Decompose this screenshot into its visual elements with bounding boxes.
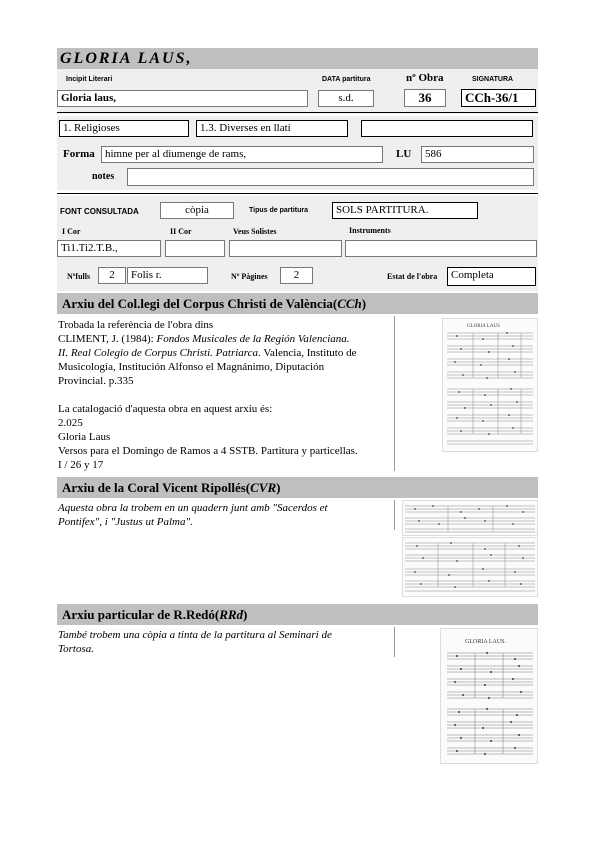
section-body-rrd — [58, 628, 393, 656]
tipus-partitura-label: Tipus de partitura — [249, 207, 308, 214]
text-line: Musicología, Institución Alfonso el Magnánimo, Diputación — [58, 361, 325, 373]
nobra-label: nº Obra — [406, 72, 444, 84]
text-line: Provincial. p.335 — [58, 375, 134, 387]
incipit-label: Incipit Literari — [66, 76, 113, 83]
score-staves-image — [443, 319, 537, 451]
veus-solistes-label: Veus Solistes — [233, 227, 277, 236]
i-cor-label: I Cor — [62, 227, 81, 236]
section-heading-rrd — [57, 604, 538, 625]
section-heading-close: ) — [276, 480, 281, 495]
text-line: Versos para el Domingo de Ramos a 4 SSTB. Partitura y particellas. — [58, 445, 358, 457]
instruments-label: Instruments — [349, 226, 391, 235]
score-staves-image — [441, 629, 537, 763]
text-line: Aquesta obra la trobem en un quadern junt amb "Sacerdos et — [58, 502, 328, 514]
notes-field[interactable] — [127, 168, 534, 186]
folis-field[interactable]: Folis r. — [127, 267, 208, 284]
score-staves-image — [403, 501, 537, 535]
work-title: GLORIA LAUS, — [60, 50, 193, 67]
category-1-field[interactable]: 1. Religioses — [59, 120, 189, 137]
lu-field[interactable]: 586 — [421, 146, 534, 163]
forma-label: Forma — [63, 148, 95, 160]
section-heading-close: ) — [243, 607, 248, 622]
section-heading-text: Arxiu de la Coral Vicent Ripollés( — [62, 480, 251, 495]
incipit-field[interactable]: Gloria laus, — [57, 90, 308, 107]
thumb-title: GLORIA LAUS — [467, 324, 500, 329]
score-thumbnail-cch — [442, 318, 538, 452]
section-heading-code: CVR — [250, 480, 277, 495]
section-body-cvr — [58, 501, 393, 529]
instruments-field[interactable] — [345, 240, 537, 257]
text-line: Gloria Laus — [58, 431, 111, 443]
category-3-field[interactable] — [361, 120, 533, 137]
text-line: Trobada la referència de l'obra dins — [58, 319, 214, 331]
text-span: CLIMENT, J. (1984): — [58, 333, 157, 345]
text-line: La catalogació d'aquesta obra en aquest arxiu és: — [58, 403, 273, 415]
section-heading-text: Arxiu particular de R.Redó( — [62, 607, 220, 622]
data-partitura-label: DATA partitura — [322, 76, 371, 83]
category-2-field[interactable]: 1.3. Diverses en llatí — [196, 120, 348, 137]
score-thumbnail-cvr-1 — [402, 500, 538, 536]
notes-label: notes — [92, 171, 115, 182]
ii-cor-label: II Cor — [170, 227, 192, 236]
score-thumbnail-cvr-2 — [402, 537, 538, 597]
section-heading-code: RRd — [219, 607, 244, 622]
text-line: Pontifex", i "Justus ut Palma". — [58, 516, 193, 528]
column-divider — [394, 500, 395, 530]
nfulls-field[interactable]: 2 — [98, 267, 126, 284]
data-partitura-field[interactable]: s.d. — [318, 90, 374, 107]
score-staves-image — [403, 538, 537, 596]
signatura-field[interactable]: CCh-36/1 — [461, 89, 536, 107]
section-heading-cch — [57, 293, 538, 314]
section-body-cch — [58, 318, 393, 472]
divider — [57, 112, 538, 113]
nobra-field[interactable]: 36 — [404, 89, 446, 107]
forma-field[interactable]: himne per al diumenge de rams, — [101, 146, 383, 163]
text-span: . Valencia, Instituto de — [258, 347, 357, 359]
font-consultada-label: FONT CONSULTADA — [60, 207, 139, 216]
ii-cor-field[interactable] — [165, 240, 225, 257]
veus-solistes-field[interactable] — [229, 240, 342, 257]
text-line — [58, 332, 393, 346]
estat-label: Estat de l'obra — [387, 272, 438, 281]
thumb-title: GLORIA LAUS. — [465, 639, 507, 645]
lu-label: LU — [396, 148, 412, 160]
text-span: Fondos Musicales de la Región Valenciana. — [156, 333, 350, 345]
score-thumbnail-rrd — [440, 628, 538, 764]
npagines-field[interactable]: 2 — [280, 267, 313, 284]
section-heading-cvr — [57, 477, 538, 498]
text-line: I / 26 y 17 — [58, 459, 104, 471]
section-heading-close: ) — [361, 296, 367, 311]
text-line — [58, 346, 393, 360]
estat-field[interactable]: Completa — [447, 267, 536, 286]
i-cor-field[interactable]: Ti1.Ti2.T.B., — [57, 240, 161, 257]
npagines-label: Nº Pàgines — [231, 272, 268, 281]
divider — [57, 193, 538, 194]
column-divider — [394, 316, 395, 471]
text-line: 2.025 — [58, 417, 83, 429]
text-line: També trobem una còpia a tinta de la partitura al Seminari de — [58, 629, 332, 641]
column-divider — [394, 627, 395, 657]
nfulls-label: Nºfulls — [67, 272, 91, 281]
tipus-partitura-field[interactable]: SOLS PARTITURA. — [332, 202, 478, 219]
section-heading-code: CCh — [337, 296, 362, 311]
section-heading-text: Arxiu del Col.legi del Corpus Christi de València( — [62, 296, 338, 311]
text-line: Tortosa. — [58, 643, 94, 655]
font-consultada-field[interactable]: còpia — [160, 202, 234, 219]
signatura-label: SIGNATURA — [472, 76, 514, 83]
text-span: II. Real Colegio de Corpus Christi. Patriarca — [58, 347, 259, 359]
